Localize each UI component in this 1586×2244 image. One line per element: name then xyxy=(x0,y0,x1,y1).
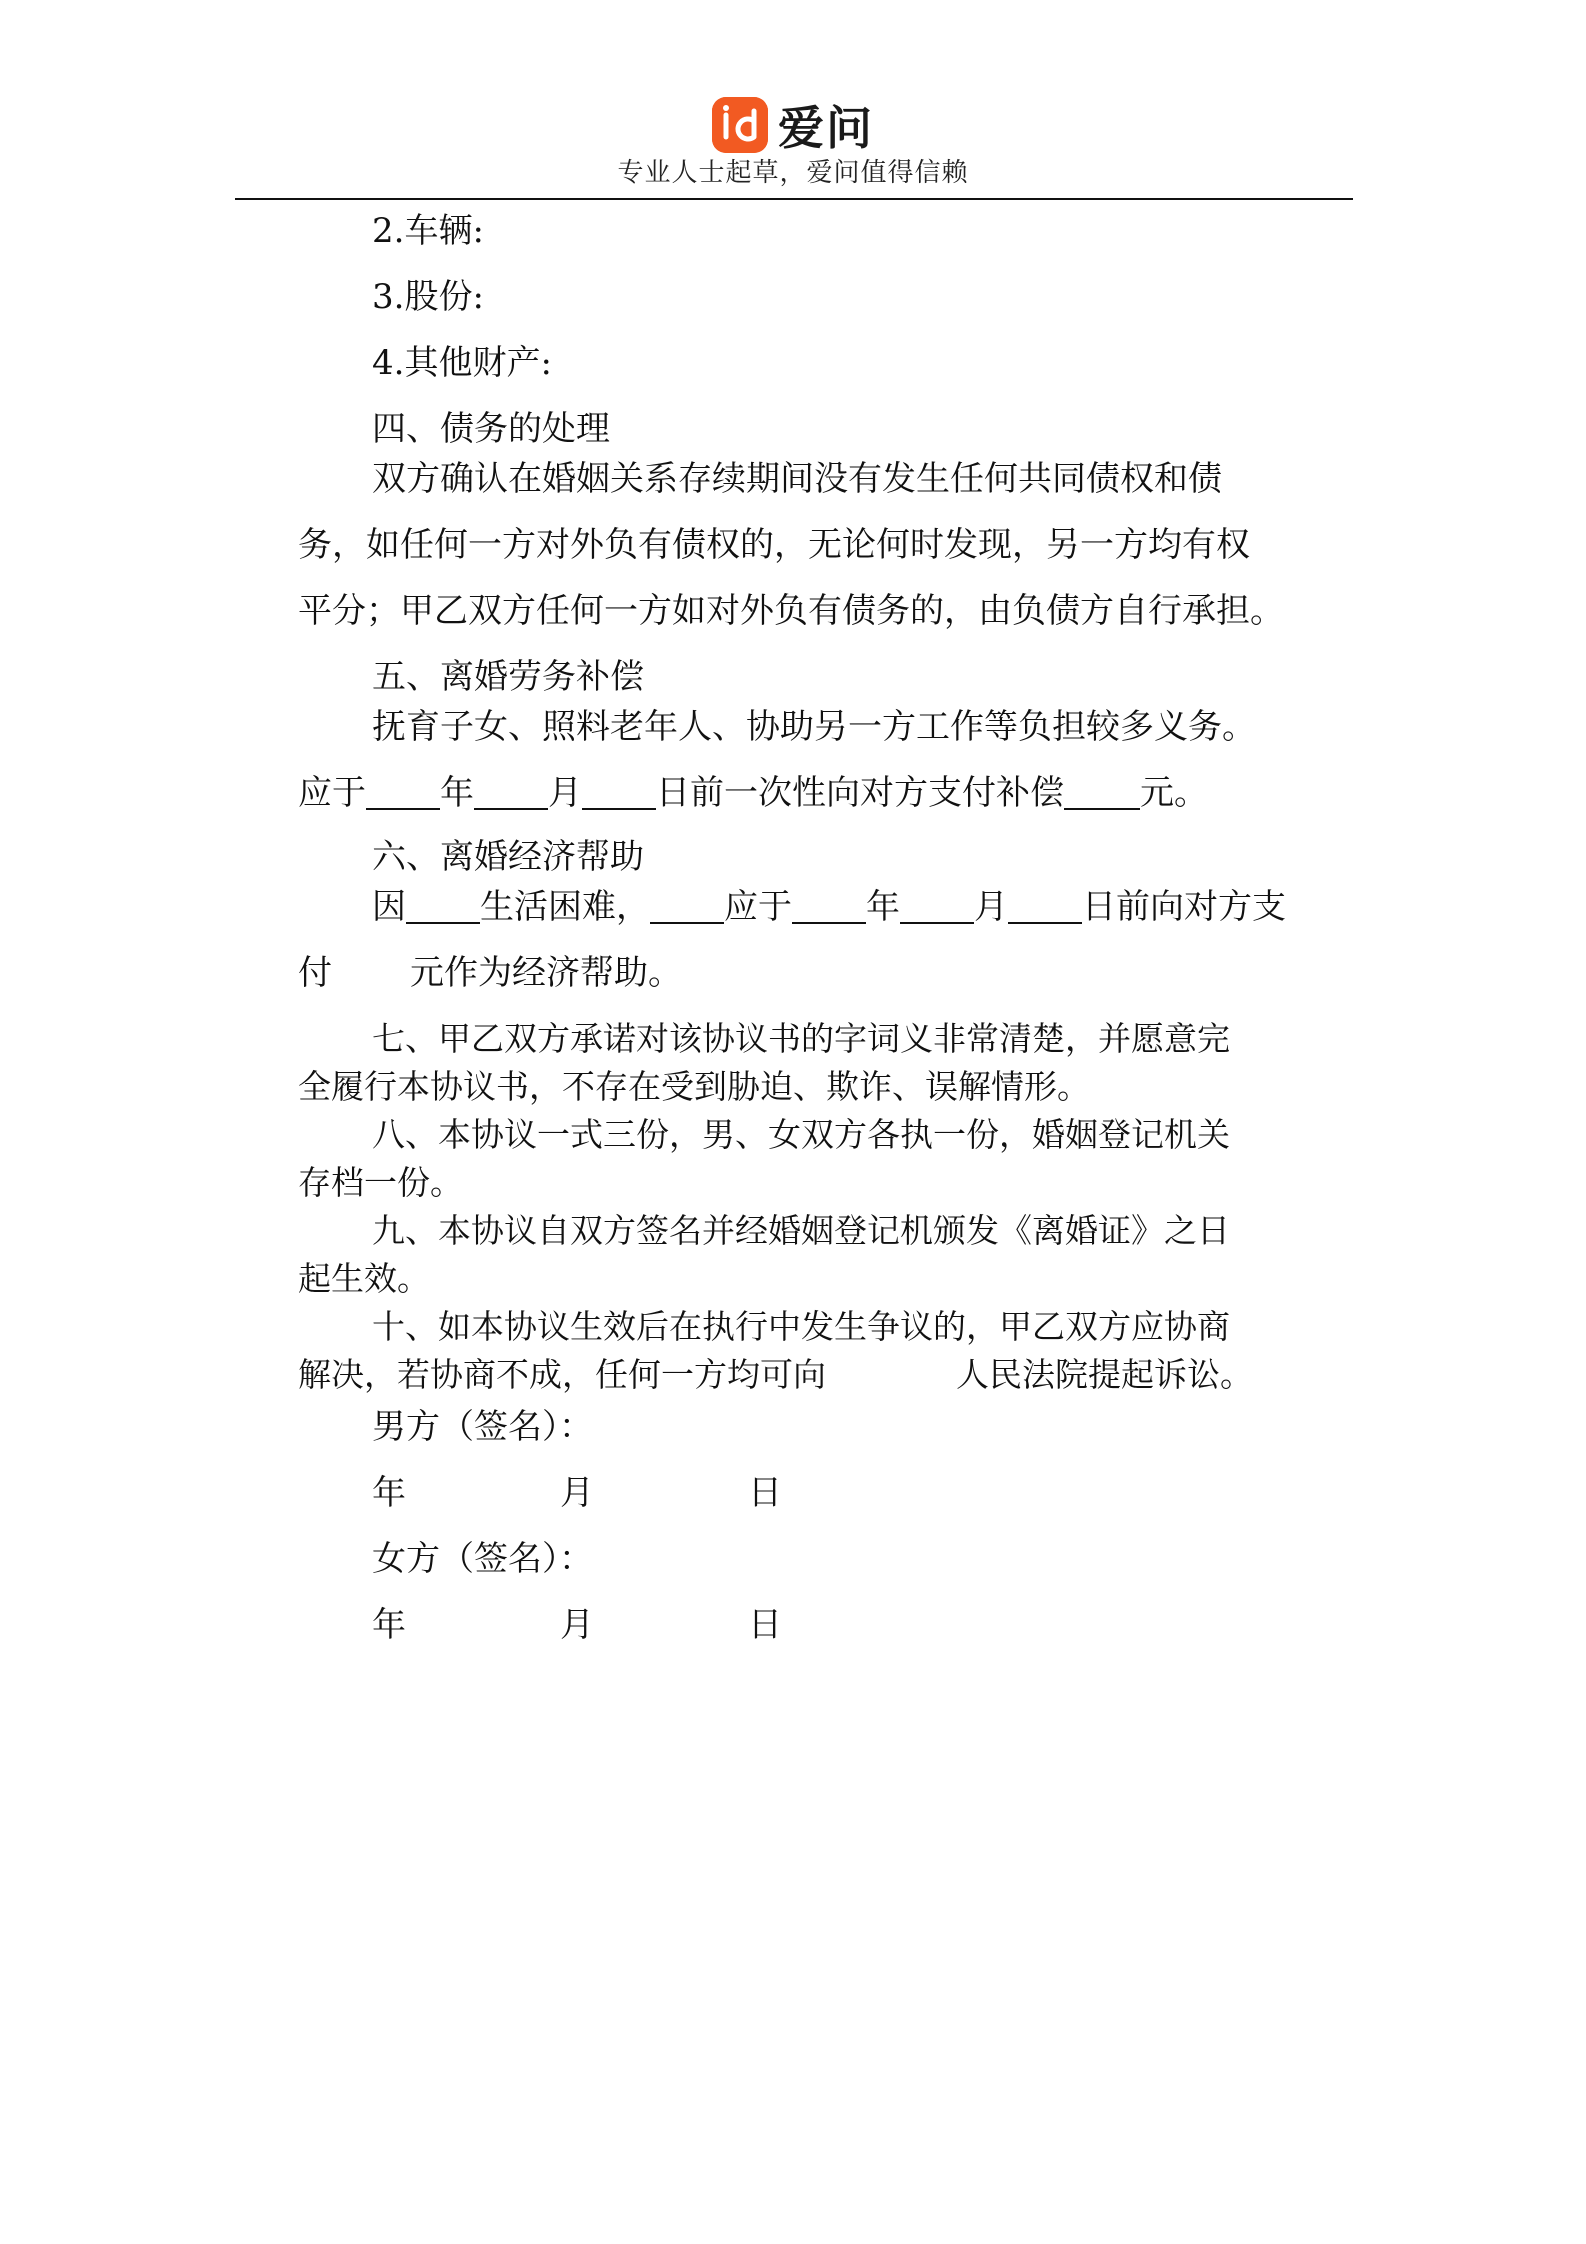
brand-name: 爱问 xyxy=(778,101,874,155)
year-label: 年 xyxy=(372,1473,406,1513)
section-9-line: 起生效。 xyxy=(298,1259,430,1298)
fill-blank xyxy=(900,892,974,924)
text: 月 xyxy=(974,887,1008,927)
section-7-line: 七、甲乙双方承诺对该协议书的字词义非常清楚，并愿意完 xyxy=(372,1019,1230,1058)
text: 人民法院提起诉讼。 xyxy=(956,1355,1253,1394)
item-vehicle: 2.车辆: xyxy=(372,211,484,251)
fill-blank xyxy=(650,892,724,924)
text: 日前向对方支 xyxy=(1082,887,1286,927)
section-5-payment-line xyxy=(298,773,1208,813)
female-signature-label: 女方（签名）： xyxy=(372,1539,593,1579)
year-label: 年 xyxy=(372,1605,406,1645)
section-5-para-line: 抚育子女、照料老年人、协助另一方工作等负担较多义务。 xyxy=(372,707,1256,747)
section-8-line: 八、本协议一式三份，男、女双方各执一份，婚姻登记机关 xyxy=(372,1115,1230,1154)
page-header xyxy=(0,0,1586,210)
section-6-help-line xyxy=(372,887,1286,927)
section-5-title: 五、离婚劳务补偿 xyxy=(372,657,644,697)
text: 年 xyxy=(866,887,900,927)
day-label: 日 xyxy=(748,1605,782,1645)
male-signature-label: 男方（签名）： xyxy=(372,1407,593,1447)
fill-blank xyxy=(366,778,440,810)
item-other-property: 4.其他财产: xyxy=(372,343,552,383)
section-4-para-line: 平分；甲乙双方任何一方如对外负有债务的，由负债方自行承担。 xyxy=(298,591,1284,631)
male-signature-date xyxy=(372,1473,792,1513)
text: 解决，若协商不成，任何一方均可向 xyxy=(298,1355,826,1394)
section-4-title: 四、债务的处理 xyxy=(372,409,610,449)
fill-blank xyxy=(1008,892,1082,924)
text: 应于 xyxy=(724,887,792,927)
slogan: 专业人士起草，爱问值得信赖 xyxy=(617,158,969,188)
fill-blank xyxy=(1064,778,1140,810)
section-8-line: 存档一份。 xyxy=(298,1163,463,1202)
text: 生活困难， xyxy=(480,887,650,927)
text: 年 xyxy=(440,773,474,813)
text: 元作为经济帮助。 xyxy=(410,953,682,993)
text: 日前一次性向对方支付补偿 xyxy=(656,773,1064,813)
fill-blank xyxy=(792,892,866,924)
section-6-title: 六、离婚经济帮助 xyxy=(372,837,644,877)
month-label: 月 xyxy=(560,1605,594,1645)
text: 元。 xyxy=(1140,773,1208,813)
fill-blank xyxy=(582,778,656,810)
fill-blank xyxy=(474,778,548,810)
section-4-para-line: 双方确认在婚姻关系存续期间没有发生任何共同债权和债 xyxy=(372,459,1222,499)
section-7-line: 全履行本协议书，不存在受到胁迫、欺诈、误解情形。 xyxy=(298,1067,1090,1106)
logo xyxy=(0,92,1586,158)
section-6-help-line xyxy=(298,953,682,993)
section-4-para-line: 务，如任何一方对外负有债权的，无论何时发现，另一方均有权 xyxy=(298,525,1250,565)
header-divider xyxy=(235,198,1353,200)
aiwen-logo-icon xyxy=(712,97,768,153)
fill-blank xyxy=(406,892,480,924)
day-label: 日 xyxy=(748,1473,782,1513)
section-9-line: 九、本协议自双方签名并经婚姻登记机颁发《离婚证》之日 xyxy=(372,1211,1230,1250)
text: 应于 xyxy=(298,773,366,813)
item-shares: 3.股份: xyxy=(372,277,484,317)
text: 月 xyxy=(548,773,582,813)
text: 因 xyxy=(372,887,406,927)
section-10-line: 十、如本协议生效后在执行中发生争议的，甲乙双方应协商 xyxy=(372,1307,1230,1346)
text: 付 xyxy=(298,953,332,993)
female-signature-date xyxy=(372,1605,792,1645)
month-label: 月 xyxy=(560,1473,594,1513)
section-10-line xyxy=(298,1355,1253,1395)
